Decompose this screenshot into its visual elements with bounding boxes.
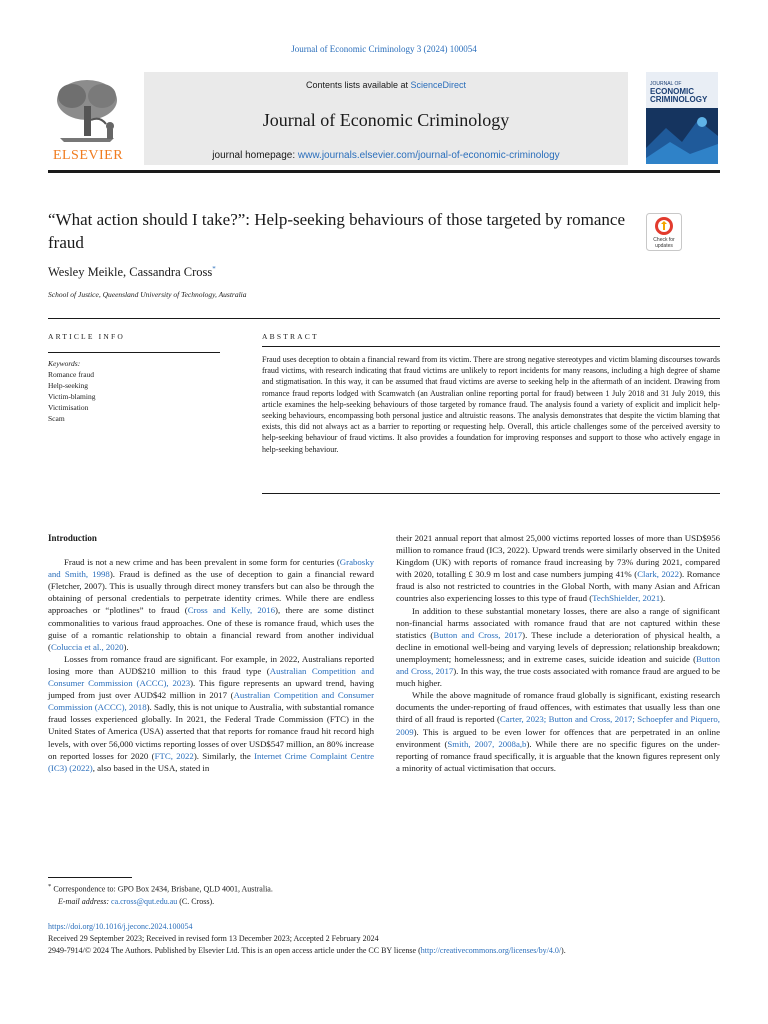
- email-label: E-mail address:: [58, 896, 110, 906]
- sciencedirect-link[interactable]: ScienceDirect: [410, 80, 467, 90]
- keyword-item: Victim-blaming: [48, 392, 96, 401]
- paragraph-text: ). This is argued to be even lower for offences that are perpetrated in an online environment (: [396, 726, 720, 749]
- citation-link[interactable]: Grabosky and Smith, 1998: [48, 557, 374, 580]
- contents-prefix: Contents lists available at: [305, 80, 411, 90]
- paragraph-text: ). These include a deterioration of physical health, a decline in emotional well-being and varying levels of depression; relationship breakdown; unemployment; homelessness; and in extreme cases, suicide ideation and suicide (: [396, 629, 720, 664]
- masthead-divider: [48, 170, 720, 173]
- keyword-item: Scam: [48, 414, 65, 423]
- journal-citation-link[interactable]: Journal of Economic Criminology 3 (2024) 100054: [291, 44, 477, 54]
- masthead-banner: [144, 72, 628, 165]
- citation-link[interactable]: Clark, 2022: [637, 569, 680, 580]
- paragraph-text: ). This figure represents an upward trend, having jumped from just over AUD$42 million in 2017 (: [48, 678, 374, 701]
- contents-available-line: [144, 80, 628, 90]
- citation-link[interactable]: Australian Competition and Consumer Commission (ACCC), 2018: [48, 690, 374, 713]
- email-suffix: (C. Cross).: [179, 896, 215, 906]
- body-right-column: [396, 532, 720, 774]
- abstract-text: Fraud uses deception to obtain a financial reward from its victim. There are strong negative stereotypes and victim blaming discourses towards fraud victims, with research indicating that fraud victims are unlikely to report incidents for many reasons, including a high degree of shame and stigmatisation. In this way, it can be assumed that fraud victims are averse to seeking help in the aftermath of an incident. Drawing from romance fraud reports lodged with Scamwatch (an Australian online reporting portal for fraud) between 1 July 2018 and 31 July 2019, this article examines the help-seeking behaviours of those targeted by romance fraud. The analysis found a variety of explicit and implicit help-seeking behaviours, encompassing both personal justice and altruistic reasons. The analysis demonstrates that despite the victim blaming that exists, this did not always act as a barrier to reporting or requesting help. Overall, this article challenges some of the perceived aversity to help-seeking behaviour of fraud victims. It also provides a foundation for improving responses and support to those who actively engage in help-seeking behaviour.: [262, 355, 720, 454]
- correspondence-text: Correspondence to: GPO Box 2434, Brisbane, QLD 4001, Australia.: [53, 884, 273, 894]
- paragraph: [48, 653, 374, 774]
- paragraph-text: ). Sadly, this is not unique to Australia, with substantial romance fraud losses experienced globally. In 2021, the Federal Trade Commission (FTC) in the United States of America (USA) asserted that that reports for romance fraud hit record high levels, with over 56,000 victims reporting losses of over USD$547 million, an 80% increase on reported losses for 2020 (: [48, 702, 374, 761]
- citation-link[interactable]: Carter, 2023; Button and Cross, 2017; Schoepfer and Piquero, 2009: [396, 714, 720, 737]
- keyword-item: Romance fraud: [48, 370, 95, 379]
- article-bottom-matter: [48, 921, 720, 957]
- paragraph-text: ).: [123, 641, 129, 652]
- journal-cover-image[interactable]: [646, 72, 718, 164]
- abstract-heading: ABSTRACT: [262, 332, 319, 341]
- footnote-mark: *: [48, 883, 52, 890]
- keyword-item: Victimisation: [48, 403, 89, 412]
- citation-link[interactable]: Coluccia et al., 2020: [50, 641, 124, 652]
- footnote-rule: [48, 877, 132, 878]
- paragraph-text: While the above magnitude of romance fraud globally is significant, existing research documents the under-reporting of fraud offences, with estimates that usually less than one third of all fraud is reported (: [396, 690, 720, 725]
- elsevier-wordmark: ELSEVIER: [52, 148, 124, 163]
- license-text: 2949-7914/© 2024 The Authors. Published by Elsevier Ltd. This is an open access article under the CC BY license (: [48, 946, 421, 955]
- correspondence-note: [48, 881, 273, 896]
- paragraph-text: , also based in the USA, stated in: [92, 762, 210, 773]
- journal-homepage-link[interactable]: www.journals.elsevier.com/journal-of-economic-criminology: [297, 150, 560, 161]
- doi-link[interactable]: https://doi.org/10.1016/j.jeconc.2024.100054: [48, 922, 193, 931]
- article-info-heading: ARTICLE INFO: [48, 332, 125, 341]
- cover-artwork: [646, 108, 718, 164]
- journal-name: Journal of Economic Criminology: [262, 110, 510, 130]
- received-dates: Received 29 September 2023; Received in revised form 13 December 2023; Accepted 2 February 2024: [48, 934, 379, 943]
- check-updates-label: Check for updates: [653, 237, 675, 249]
- paragraph-text: ). Fraud is defined as the use of deception to gain a financial reward (Fletcher, 2007). This is usually through direct money transfers but can also be through the obtaining of personal credentials to perpetrate identity crimes. While there are endless approaches or “plotlines” to fraud (: [48, 569, 374, 616]
- paragraph-text: ), there are some distinct commonalities to various fraud approaches. One of these is romance fraud, which uses the guise of a romantic relationship to obtain a financial reward from another individual (: [48, 605, 375, 652]
- paragraph-text: their 2021 annual report that almost 25,000 victims reported losses of more than USD$956 million to romance fraud (IC3, 2022). Upward trends were similarly observed in the United Kingdom (UK) with reports of romance fraud increasing by 73% during 2021, compared with 2020, totalling £ 30.9 m lost and case numbers jumping 41% (: [396, 533, 720, 580]
- paragraph-text: ).: [660, 593, 666, 604]
- cover-title: [650, 80, 714, 104]
- info-top-rule: [48, 318, 720, 319]
- citation-link[interactable]: Australian Competition and Consumer Commission (ACCC), 2023: [48, 665, 375, 689]
- journal-homepage-line: [144, 150, 628, 161]
- article-title: “What action should I take?”: Help-seeking behaviours of those targeted by romance fraud: [48, 210, 626, 252]
- email-link[interactable]: ca.cross@qut.edu.au: [111, 896, 178, 906]
- paragraph: [396, 605, 720, 690]
- author-list: [48, 265, 216, 280]
- cover-line-3: CRIMINOLOGY: [650, 95, 708, 104]
- paragraph: [396, 532, 720, 605]
- paragraph-text: Losses from romance fraud are significant. For example, in 2022, Australians reported losing more than AUD$210 million to this fraud type (: [48, 653, 374, 676]
- paragraph-text: ). Romance fraud is also not restricted to countries in the Global North, with many Asian and African countries also experiencing losses to this type of fraud (: [396, 569, 720, 604]
- license-text: ).: [561, 946, 566, 955]
- paragraph: [48, 556, 374, 653]
- citation-link[interactable]: Cross and Kelly, 2016: [187, 605, 276, 616]
- elsevier-tree-icon: [50, 76, 124, 146]
- citation-link[interactable]: Button and Cross, 2017: [433, 629, 523, 640]
- abstract-bottom-rule: [262, 493, 720, 494]
- paragraph-text: ). While there are no specific figures on the under-reporting of romance fraud specifically, it is arguable that the known figures represent only a minority of actual victimisation that occurs.: [396, 738, 720, 773]
- license-link[interactable]: http://creativecommons.org/licenses/by/4.0/: [420, 946, 562, 955]
- keywords-block: [48, 358, 95, 424]
- footnote: [48, 881, 273, 908]
- cover-line-2: ECONOMIC: [650, 87, 694, 96]
- check-for-updates-badge[interactable]: [646, 213, 682, 251]
- keyword-item: Help-seeking: [48, 381, 88, 390]
- citation-link[interactable]: Smith, 2007, 2008a,b: [447, 738, 527, 749]
- article-info-rule: [48, 352, 220, 353]
- citation-link[interactable]: TechShielder, 2021: [592, 593, 661, 604]
- correspondence-mark[interactable]: *: [212, 265, 216, 273]
- paragraph-text: Fraud is not a new crime and has been prevalent in some form for centuries (: [64, 557, 340, 568]
- paragraph-text: In addition to these substantial monetary losses, there are also a range of significant non-financial harms associated with romance fraud that are not captured within these statistics (: [396, 605, 720, 640]
- affiliation: School of Justice, Queensland University of Technology, Australia: [48, 290, 247, 299]
- elsevier-logo: [48, 74, 128, 166]
- paragraph-text: ). In this way, the true costs associated with romance fraud are argued to be much higher.: [396, 666, 720, 689]
- license-line: [48, 945, 720, 957]
- citation-link[interactable]: Button and Cross, 2017: [396, 653, 720, 677]
- paragraph: [396, 689, 720, 774]
- author-names: Wesley Meikle, Cassandra Cross: [48, 265, 213, 280]
- homepage-label: journal homepage:: [212, 150, 298, 161]
- introduction-heading: Introduction: [48, 533, 97, 543]
- paragraph-text: ). Similarly, the: [193, 750, 255, 761]
- citation-link[interactable]: FTC, 2022: [154, 750, 194, 761]
- cover-line-1: JOURNAL OF: [650, 81, 682, 87]
- citation-link[interactable]: Internet Crime Complaint Centre (IC3) (2022): [48, 750, 374, 773]
- body-left-column: [48, 532, 374, 774]
- email-line: [48, 896, 273, 908]
- abstract-top-rule: [262, 346, 720, 347]
- keywords-label: Keywords:: [48, 359, 81, 368]
